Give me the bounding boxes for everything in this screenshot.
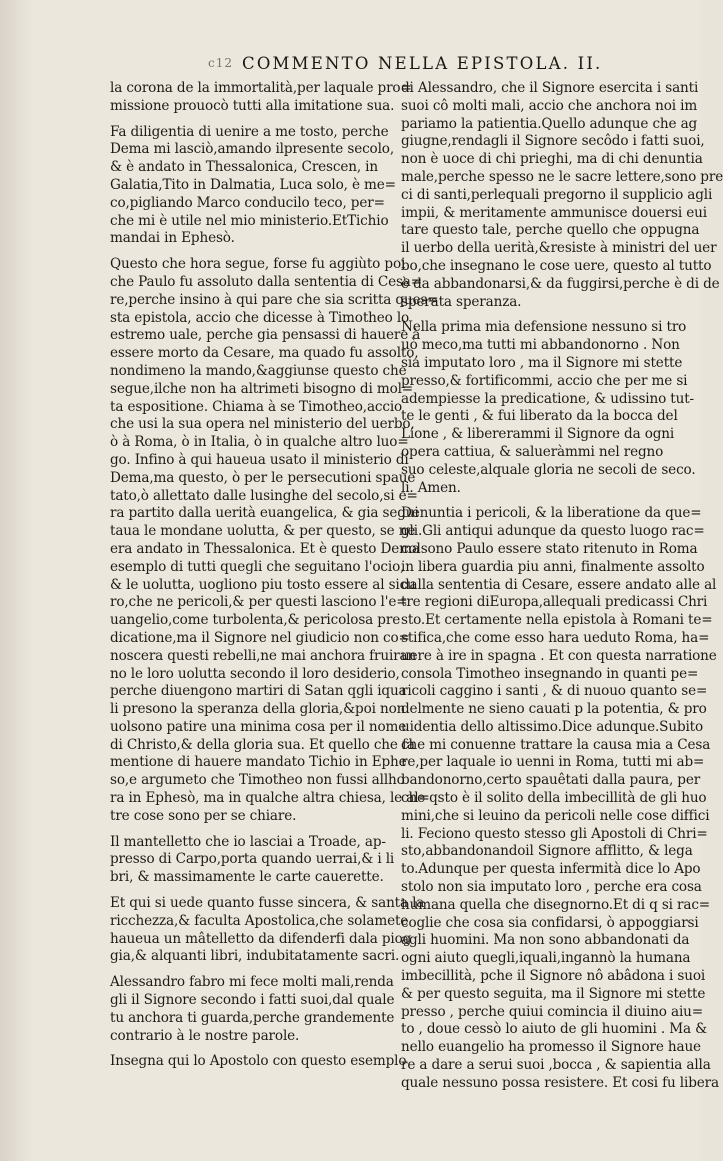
text-line: re,per laquale io uenni in Roma, tutti mi ab= — [401, 754, 705, 771]
text-line: presso di Carpo,porta quando uerrai,& i li — [110, 851, 395, 868]
text-line: co,pigliando Marco conducilo teco, per= — [110, 194, 385, 211]
text-line: Nella prima mia defensione nessuno si tro — [401, 319, 687, 336]
text-line: Lione , & libererammi il Signore da ogni — [401, 426, 675, 443]
text-line: essere morto da Cesare, ma quado fu assolto, — [110, 345, 419, 362]
text-line: li presono la speranza della gloria,&poi non — [110, 701, 406, 718]
text-line: re,perche insino à qui pare che sia scritta ques= — [110, 291, 439, 308]
text-line: Questo che hora segue, forse fu aggiùto poi — [110, 256, 406, 273]
text-line: che mi è utile nel mio ministerio.EtTichio — [110, 212, 389, 229]
text-line: che mi conuenne trattare la causa mia a Cesa — [401, 736, 711, 753]
text-line: stolo non sia imputato loro , perche era cosa — [401, 879, 702, 896]
text-line: quale nessuno possa resistere. Et cosi fu libera — [401, 1074, 719, 1091]
text-line: Et qui si uede quanto fusse sincera, & santa la — [110, 895, 425, 912]
text-line: to.Adunque per questa infermità dice lo Apo — [401, 861, 701, 878]
text-line: li. Feciono questo stesso gli Apostoli di Chri= — [401, 825, 708, 842]
text-line: ta espositione. Chiama à se Timotheo,accio — [110, 398, 403, 415]
text-line: te le genti , & fui liberato da la bocca del — [401, 408, 678, 425]
paragraph — [401, 319, 696, 497]
text-line: perche diuengono martiri di Satan qgli iqua — [110, 683, 407, 700]
text-line: mentione di hauere mandato Tichio in Ephe — [110, 754, 407, 771]
text-line: Denuntia i pericoli, & la liberatione da que= — [401, 505, 702, 522]
text-line: era andato in Thessalonica. Et è questo Dema — [110, 540, 420, 557]
text-line: ricchezza,& faculta Apostolica,che solamete — [110, 912, 409, 929]
text-line: Il mantelletto che io lasciai a Troade, ap- — [110, 833, 386, 850]
text-line: & per questo seguita, ma il Signore mi stette — [401, 985, 706, 1002]
text-line: ogni aiuto quegli,iquali,ingannò la humana — [401, 950, 691, 967]
text-line: di Christo,& della gloria sua. Et quello che fa — [110, 736, 415, 753]
page-gutter-shadow — [0, 0, 32, 1161]
text-line: consola Timotheo insegnando in quanti pe= — [401, 665, 699, 682]
text-line: bri, & massimamente le carte cauerette. — [110, 869, 384, 886]
text-line: Fa diligentia di uenire a me tosto, perche — [110, 123, 389, 140]
text-line: in libera guardia piu anni, finalmente assolto — [401, 558, 705, 575]
text-line: presso , perche quiui comincia il diuino aiu= — [401, 1003, 704, 1020]
text-line: pariamo la patientia.Quello adunque che ag — [401, 115, 698, 132]
text-line: agli huomini. Ma non sono abbandonati da — [401, 932, 690, 949]
text-line: & le uolutta, uogliono piu tosto essere al sicu — [110, 576, 416, 593]
text-line: impii, & meritamente ammunisce douersi eui — [401, 204, 707, 221]
text-line: tre cose sono per se chiare. — [110, 807, 297, 824]
text-line: sta epistola, accio che dicesse à Timotheo lo — [110, 309, 410, 326]
text-line: Dema,ma questo, ò per le persecutioni spaue — [110, 469, 416, 486]
text-line: ricoli caggino i santi , & di nuouo quanto se= — [401, 683, 708, 700]
text-line: Alessandro fabro mi fece molti mali,renda — [110, 974, 394, 991]
text-line: contrario à le nostre parole. — [110, 1027, 300, 1044]
text-line: to , doue cessò lo aiuto de gli huomini . Ma & — [401, 1021, 708, 1038]
text-line: gli il Signore secondo i fatti suoi,dal quale — [110, 992, 395, 1009]
text-line: tato,ò allettato dalle lusinghe del secolo,si e= — [110, 487, 418, 504]
paragraph — [110, 833, 395, 887]
text-line: bandonorno,certo spauêtati dalla paura, per — [401, 772, 701, 789]
text-line: sto.Et certamente nella epistola à Romani te= — [401, 612, 713, 629]
text-line: nondimeno la mando,&aggiunse questo che — [110, 362, 407, 379]
text-line: sto,abbandonandoil Signore afflitto, & lega — [401, 843, 693, 860]
text-line: colsono Paulo essere stato ritenuto in Roma — [401, 540, 698, 557]
text-line: presso,& fortificommi, accio che per me si — [401, 372, 688, 389]
text-line: li. Amen. — [401, 479, 461, 496]
text-line: stifica,che come esso hara ueduto Roma, ha= — [401, 629, 710, 646]
text-line: uolsono patire una minima cosa per il nome — [110, 718, 407, 735]
text-line: che Paulo fu assoluto dalla sententia di Cesa= — [110, 273, 422, 290]
text-line: sia imputato loro , ma il Signore mi stette — [401, 354, 683, 371]
text-line: uangelio,come turbolenta,& pericolosa pre — [110, 612, 401, 629]
text-line: tu anchora ti guarda,perche grandemente — [110, 1009, 395, 1026]
text-line: è da abbandonarsi,& da fuggirsi,perche è di de — [401, 275, 720, 292]
text-line: non è uoce di chi prieghi, ma di chi denuntia — [401, 151, 703, 168]
text-line: gli.Gli antiqui adunque da questo luogo rac= — [401, 523, 705, 540]
text-line: tre regioni diEuropa,allequali predicassi Chri — [401, 594, 708, 611]
text-line: humana quella che disegnorno.Et di q si rac= — [401, 896, 711, 913]
text-line: & è andato in Thessalonica, Crescen, in — [110, 159, 378, 176]
text-line: uere à ire in spagna . Et con questa narratione — [401, 647, 717, 664]
paragraph — [110, 895, 425, 966]
text-line: suoi cô molti mali, accio che anchora noi im — [401, 97, 698, 114]
text-line: adempiesse la predicatione, & udissino tut- — [401, 390, 694, 407]
text-line: sperata speranza. — [401, 293, 522, 310]
paragraph — [110, 974, 395, 1045]
text-line: imbecillità, pche il Signore nô abâdona i suoi — [401, 968, 706, 985]
text-line: delmente ne sieno cauati p la potentia, & pro — [401, 701, 707, 718]
text-line: nello euangelio ha promesso il Signore haue — [401, 1039, 701, 1056]
text-line: bo,che insegnano le cose uere, questo al tutto — [401, 257, 712, 274]
text-line: taua le mondane uolutta, & per questo, se ne — [110, 523, 416, 540]
text-line: mini,che si leuino da pericoli nelle cose diffici — [401, 807, 710, 824]
paragraph — [110, 80, 412, 116]
text-line: la corona de la immortalità,per laquale pro= — [110, 80, 412, 96]
paragraph — [110, 1053, 407, 1071]
text-line: re a dare a serui suoi ,bocca , & sapientia alla — [401, 1057, 711, 1074]
text-line: ro,che ne pericoli,& per questi lasciono l'e= — [110, 594, 408, 611]
text-line: che usi la sua opera nel ministerio del uerbo, — [110, 416, 415, 433]
text-line: ci di santi,perlequali pregorno il supplicio agli — [401, 186, 713, 203]
paragraph — [401, 505, 719, 1092]
text-line: missione prouocò tutti alla imitatione sua. — [110, 97, 395, 114]
text-line: go. Infino à qui haueua usato il ministerio di — [110, 451, 409, 468]
text-line: suo celeste,alquale gloria ne secoli de seco. — [401, 461, 696, 478]
right-text-column — [401, 80, 723, 1101]
text-line: gia,& alquanti libri, indubitatamente sacri. — [110, 948, 400, 965]
text-line: noscera questi rebelli,ne mai anchora fruiran — [110, 647, 417, 664]
text-line: dicatione,ma il Signore nel giudicio non co= — [110, 629, 410, 646]
text-line: dalla sententia di Cesare, essere andato alle al — [401, 576, 717, 593]
text-line: ra in Ephesò, ma in qualche altra chiesa, le al= — [110, 790, 430, 807]
folio-mark: c12 — [208, 56, 233, 70]
text-line: mandai in Ephesò. — [110, 230, 235, 247]
text-line: haueua un mâtelletto da difenderfi dala piog — [110, 930, 412, 947]
text-line: opera cattiua, & salueràmmi nel regno — [401, 443, 664, 460]
text-line: uò meco,ma tutti mi abbandonorno . Non — [401, 337, 680, 354]
running-head: COMMENTO NELLA EPISTOLA. II. — [242, 54, 603, 73]
text-line: uidentia dello altissimo.Dice adunque.Subito — [401, 718, 704, 735]
text-line: esemplo di tutti quegli che seguitano l'ocio, — [110, 558, 405, 575]
text-line: Insegna qui lo Apostolo con questo esemplo — [110, 1053, 407, 1070]
text-line: segue,ilche non ha altrimeti bisogno di mol= — [110, 380, 414, 397]
text-line: di Alessandro, che il Signore esercita i santi — [401, 80, 699, 96]
text-line: che qsto è il solito della imbecillità de gli huo — [401, 790, 707, 807]
text-line: so,e argumeto che Timotheo non fussi allho — [110, 772, 405, 789]
text-line: il uerbo della uerità,&resiste à ministri del uer — [401, 240, 717, 257]
text-line: estremo uale, perche gia pensassi di hauere à — [110, 327, 421, 344]
paragraph — [401, 80, 723, 311]
text-line: coglie che cosa sia confidarsi, ò appoggiarsi — [401, 914, 699, 931]
text-line: ra partito dalla uerità euangelica, & gia segui — [110, 505, 419, 522]
text-line: Galatia,Tito in Dalmatia, Luca solo, è me= — [110, 176, 396, 193]
text-line: giugne,rendagli il Signore secôdo i fatti suoi, — [401, 133, 705, 150]
text-line: ò à Roma, ò in Italia, ò in qualche altro luo= — [110, 434, 409, 451]
text-line: Dema mi lasciò,amando ilpresente secolo, — [110, 141, 394, 158]
paragraph — [110, 123, 396, 249]
text-line: tare questo tale, perche quello che oppugna — [401, 222, 700, 239]
text-line: no le loro uolutta secondo il loro desiderio, — [110, 665, 400, 682]
text-line: male,perche spesso ne le sacre lettere,sono pre — [401, 168, 723, 185]
